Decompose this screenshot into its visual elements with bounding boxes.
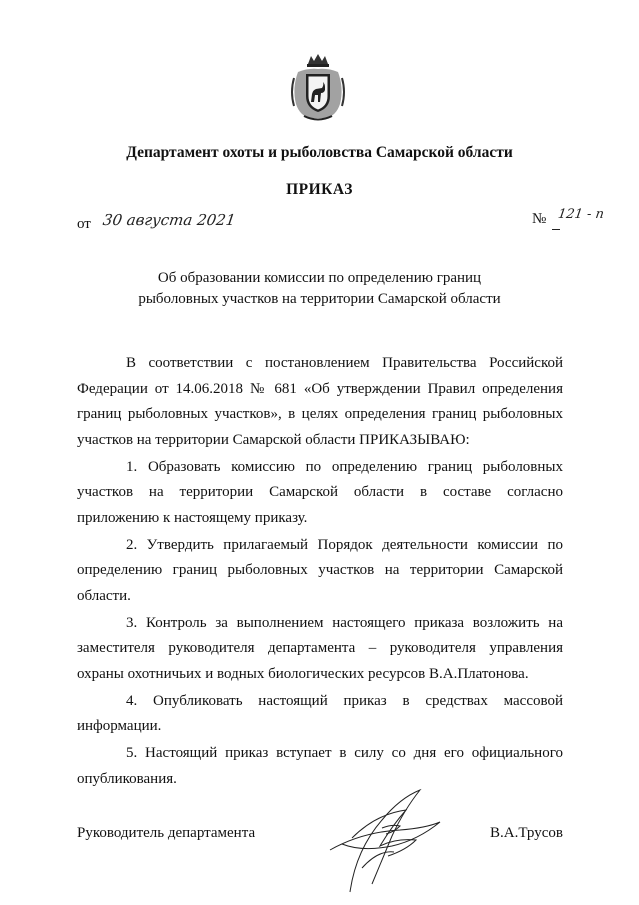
- order-item-1: 1. Образовать комиссию по определению границ рыболовных участков на территории Самарской области в составе согласно приложению к настоящему приказу.: [77, 458, 563, 526]
- order-item-3: 3. Контроль за выполнением настоящего приказа возложить на заместителя руководителя департамента – руководителя управления охраны охотничьих и водных биологических ресурсов В.А.Платонова.: [77, 614, 563, 682]
- handwritten-number: 121 - п: [556, 207, 605, 222]
- handwritten-date: 30 августа 2021: [101, 211, 237, 229]
- order-subject: [0, 268, 639, 310]
- handwritten-signature: [322, 780, 472, 900]
- order-body: [77, 351, 563, 792]
- preamble-paragraph: В соответствии с постановлением Правительства Российской Федерации от 14.06.2018 № 681 «Об утверждении Правил определения границ рыболовных участков», в целях определения границ рыболовных участков на территории Самарской области ПРИКАЗЫВАЮ:: [77, 355, 563, 448]
- date-prefix: от: [77, 216, 91, 232]
- order-item-2: 2. Утвердить прилагаемый Порядок деятельности комиссии по определению границ рыболовных участков на территории Самарской области.: [77, 536, 563, 604]
- number-prefix: №: [532, 211, 547, 227]
- signatory-title: Руководитель департамента: [77, 825, 256, 841]
- number-underline: [552, 229, 560, 230]
- document-type-title: ПРИКАЗ: [286, 181, 353, 198]
- subject-line-1: Об образовании комиссии по определению границ: [157, 270, 482, 286]
- signatory-name: В.А.Трусов: [490, 825, 563, 841]
- order-item-4: 4. Опубликовать настоящий приказ в средствах массовой информации.: [77, 692, 563, 734]
- department-heading: Департамент охоты и рыболовства Самарской области: [126, 144, 513, 161]
- order-item-5: 5. Настоящий приказ вступает в силу со дня его официального опубликования.: [77, 745, 563, 787]
- coat-of-arms-icon: [288, 52, 348, 124]
- subject-line-2: рыболовных участков на территории Самарской области: [138, 291, 501, 307]
